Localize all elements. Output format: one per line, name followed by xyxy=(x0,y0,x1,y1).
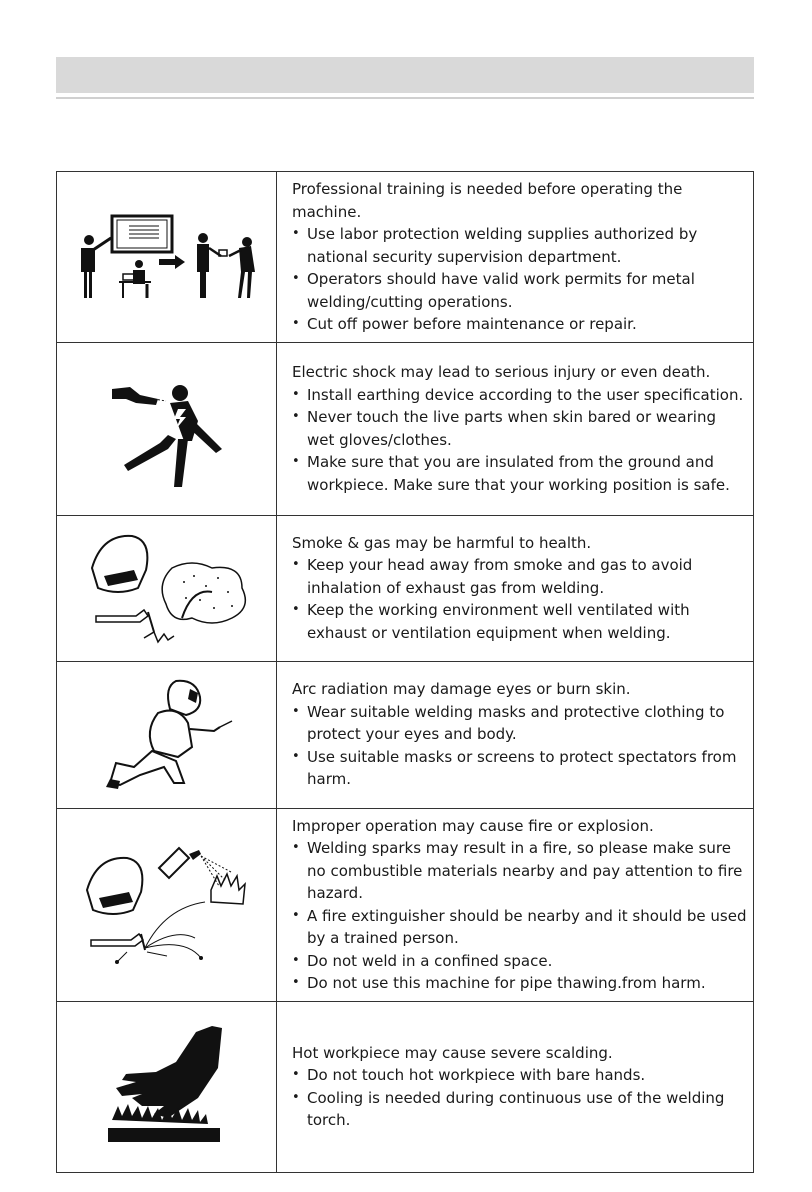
list-item: • Keep your head away from smoke and gas to avoid inhalation of exhaust gas from welding. xyxy=(292,554,747,599)
table-row xyxy=(57,515,754,661)
illustration-cell xyxy=(57,515,277,661)
arc-radiation-icon xyxy=(92,675,242,795)
warning-text-cell xyxy=(277,342,754,515)
warning-bullet-list xyxy=(292,223,747,336)
warning-heading: Arc radiation may damage eyes or burn skin. xyxy=(292,680,631,699)
warning-text-cell xyxy=(277,515,754,661)
warning-text-cell xyxy=(277,1001,754,1172)
smoke-gas-icon xyxy=(82,528,252,648)
illustration-cell xyxy=(57,172,277,343)
illustration-cell xyxy=(57,1001,277,1172)
warning-heading: Smoke & gas may be harmful to health. xyxy=(292,533,592,552)
warning-heading: Hot workpiece may cause severe scalding. xyxy=(292,1043,613,1062)
warning-bullet-list xyxy=(292,554,747,644)
list-item: • Install earthing device according to the user specification. xyxy=(292,384,747,407)
list-item: • Never touch the live parts when skin bared or wearing wet gloves/clothes. xyxy=(292,406,747,451)
list-item: • Welding sparks may result in a fire, so please make sure no combustible materials nearby and pay attention to fire hazard. xyxy=(292,837,747,905)
hot-workpiece-icon xyxy=(102,1024,232,1149)
list-item: • Cut off power before maintenance or repair. xyxy=(292,313,747,336)
safety-warnings-table xyxy=(56,171,754,1173)
table-row xyxy=(57,661,754,808)
list-item: • Keep the working environment well ventilated with exhaust or ventilation equipment when welding. xyxy=(292,599,747,644)
list-item: • Use suitable masks or screens to protect spectators from harm. xyxy=(292,746,747,791)
list-item: • Do not weld in a confined space. xyxy=(292,950,747,973)
illustration-cell xyxy=(57,808,277,1001)
warning-text-cell xyxy=(277,808,754,1001)
header-divider xyxy=(56,97,754,99)
list-item: • Do not touch hot workpiece with bare hands. xyxy=(292,1064,747,1087)
warning-bullet-list xyxy=(292,701,747,791)
warning-bullet-list xyxy=(292,837,747,995)
warning-text-cell xyxy=(277,661,754,808)
warning-bullet-list xyxy=(292,1064,747,1132)
fire-explosion-icon xyxy=(77,840,257,970)
warning-heading: Improper operation may cause fire or explosion. xyxy=(292,816,654,835)
warning-heading: Professional training is needed before operating the machine. xyxy=(292,180,683,221)
illustration-cell xyxy=(57,342,277,515)
table-row xyxy=(57,1001,754,1172)
warning-bullet-list xyxy=(292,384,747,497)
list-item: • Operators should have valid work permits for metal welding/cutting operations. xyxy=(292,268,747,313)
table-row xyxy=(57,172,754,343)
warning-text-cell xyxy=(277,172,754,343)
list-item: • Cooling is needed during continuous use of the welding torch. xyxy=(292,1087,747,1132)
list-item: • A fire extinguisher should be nearby and it should be used by a trained person. xyxy=(292,905,747,950)
electric-shock-icon xyxy=(92,369,242,489)
list-item: • Do not use this machine for pipe thawing.from harm. xyxy=(292,972,747,995)
section-header-bar xyxy=(56,57,754,93)
training-icon xyxy=(67,212,267,302)
table-row xyxy=(57,342,754,515)
list-item: • Use labor protection welding supplies authorized by national security supervision department. xyxy=(292,223,747,268)
warning-heading: Electric shock may lead to serious injury or even death. xyxy=(292,363,711,381)
list-item: • Wear suitable welding masks and protective clothing to protect your eyes and body. xyxy=(292,701,747,746)
list-item: • Make sure that you are insulated from the ground and workpiece. Make sure that your working position is safe. xyxy=(292,451,747,496)
illustration-cell xyxy=(57,661,277,808)
table-row xyxy=(57,808,754,1001)
